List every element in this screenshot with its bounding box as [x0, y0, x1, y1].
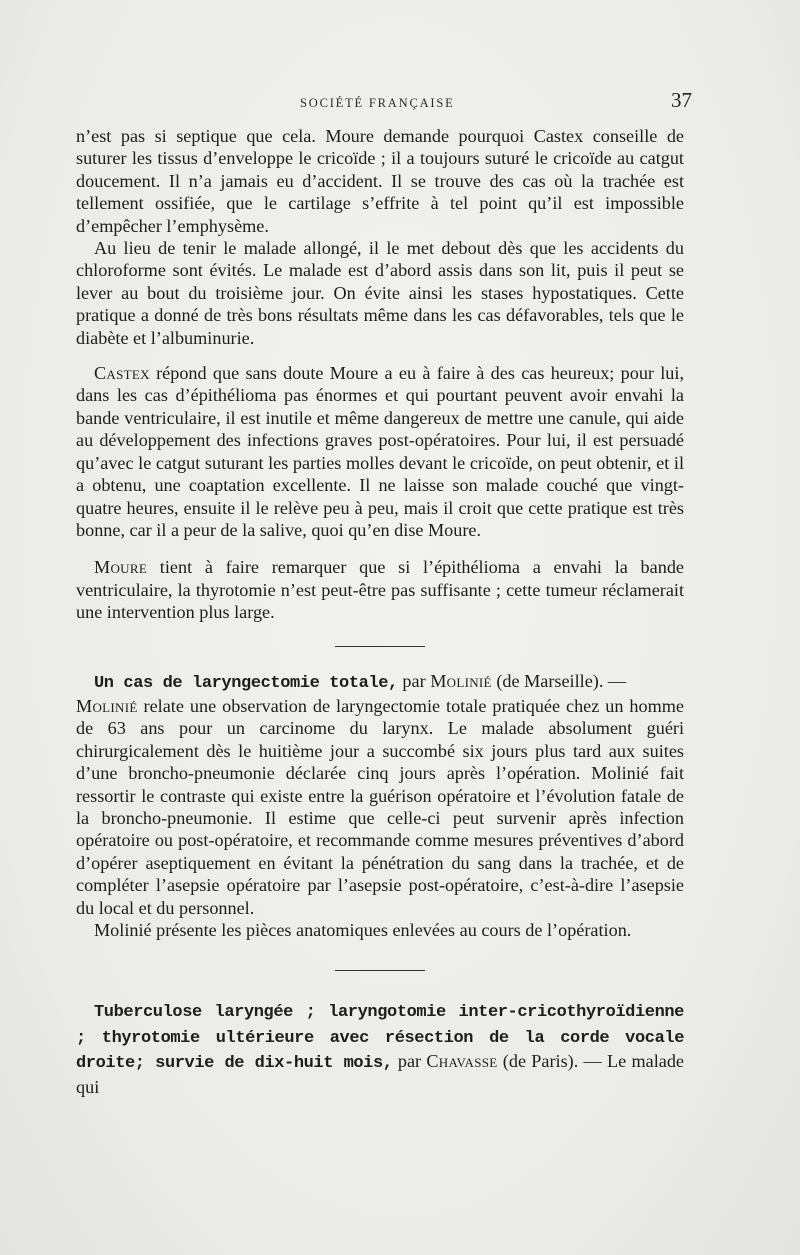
section-divider — [76, 941, 684, 999]
author-origin: (de Marseille). — — [491, 670, 627, 691]
page-body — [76, 125, 684, 1098]
section-text: relate une observation de laryngectomie totale pratiquée chez un homme de 63 ans pour un carcinome du larynx. Le malade absolument guéri chirurgicalement dès le huitième jour a succombé six jours plus tard aux suites d’une broncho-pneumonie déclarée cinq jours après l’opération. Molinié fait ressortir le contraste qui existe entre la guérison opératoire et l’évolution fatale de la broncho-pneumonie. Il estime que celle-ci peut survenir après infection opératoire ou post-opératoire, et recommande comme mesures préventives d’abord d’opérer aseptiquement en évitant la pénétration du sang dans la trachée, et de compléter l’asepsie opératoire par l’asepsie post-opératoire, c’est-à-dire l’asepsie du local et du personnel. — [76, 695, 684, 918]
author-name: Molinié — [430, 670, 492, 691]
speaker-name: Moure — [94, 557, 148, 578]
divider-line — [335, 970, 425, 971]
page-number: 37 — [671, 88, 692, 112]
section-par: par — [397, 670, 431, 691]
section-tuberculose — [76, 999, 684, 1098]
divider-line — [335, 646, 425, 647]
paragraph-gap — [76, 541, 684, 556]
author-name: Chavasse — [426, 1051, 498, 1072]
paragraph-moure-remark — [76, 556, 684, 623]
paragraph-moure-method: Au lieu de tenir le malade allongé, il le met debout dès que les accidents du chloroforme sont évités. Le malade est d’abord assis dans son lit, puis il peut se lever au bout du troisième jour. On évite ainsi les stases hypostatiques. Cette pratique a donné de très bons résultats même dans les cas défavorables, tels que le diabète et l’albuminurie. — [76, 238, 684, 348]
author-origin: (de Paris). — Le malade qui — [76, 1051, 684, 1097]
paragraph-pieces: Molinié présente les pièces anatomiques enlevées au cours de l’opération. — [94, 920, 632, 940]
speaker-name: Castex — [94, 363, 150, 384]
page-header — [74, 88, 692, 118]
paragraph-gap — [76, 349, 684, 362]
paragraph-text: tient à faire remarquer que si l’épithélioma a envahi la bande ventriculaire, la thyrotomie n’est peut-être pas suffisante ; cette tumeur réclamerait une intervention plus large. — [76, 557, 684, 623]
section-laryngectomie — [76, 670, 684, 919]
section-title: Un cas de laryngectomie totale, — [94, 673, 398, 693]
paragraph-text: répond que sans doute Moure a eu à faire à des cas heureux; pour lui, dans les cas d’épithélioma pas énormes et qui pourtant peuvent avoir envahi la bande ventriculaire, il est inutile et même dangereux de mettre une canule, qui aide au développement des infections graves post-opératoires. Pour lui, il est persuadé qu’avec le catgut suturant les parties molles devant le cricoïde, on peut obtenir, et il a obtenu, une coaptation excellente. Il ne laisse son malade couché que vingt-quatre heures, ensuite il le relève peu à peu, mais il croit que cette pratique est très bonne, car il a peur de la salive, quoi qu’en dise Moure. — [76, 363, 684, 540]
paragraph-moure-reply: n’est pas si septique que cela. Moure demande pourquoi Castex conseille de suturer les tissus d’enveloppe le cricoïde ; il a toujours suturé le cricoïde au catgut doucement. Il n’a jamais eu d’accident. Il se trouve des cas où la trachée est tellement ossifiée, que le cartilage s’effrite à tel point qu’il est impossible d’empêcher l’emphysème. — [76, 126, 684, 236]
section-par: par — [392, 1051, 427, 1072]
section-divider — [76, 624, 684, 670]
paragraph-castex — [76, 362, 684, 541]
running-title: SOCIÉTÉ FRANÇAISE — [300, 96, 455, 110]
author-name: Molinié — [76, 695, 138, 716]
section-title: Tuberculose laryngée ; laryngotomie inter-cricothyroïdienne ; thyrotomie ultérieure avec résection de la corde vocale droite; survie de dix-huit mois, — [76, 1003, 684, 1074]
